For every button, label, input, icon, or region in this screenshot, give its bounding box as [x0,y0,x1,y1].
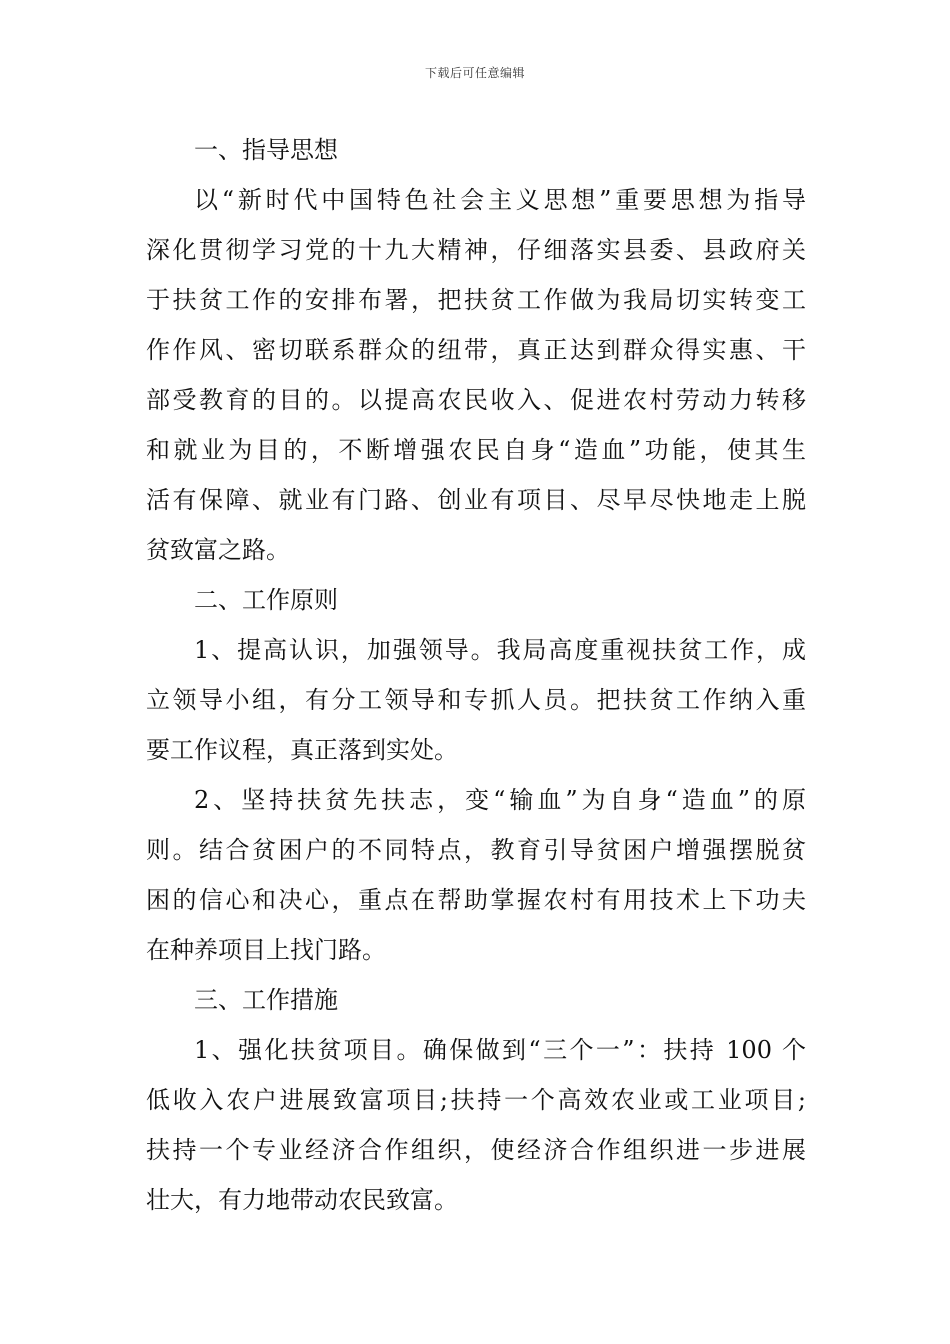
text-line: 部受教育的目的。以提高农民收入、促进农村劳动力转移 [146,386,806,414]
text-line: 低收入农户进展致富项目;扶持一个高效农业或工业项目; [146,1086,806,1114]
text-line: 壮大，有力地带动农民致富。 [146,1186,458,1214]
text-line: 于扶贫工作的安排布署，把扶贫工作做为我局切实转变工 [146,286,806,314]
text-line: 一、指导思想 [194,136,338,164]
text-line: 以“新时代中国特色社会主义思想”重要思想为指导 [194,186,806,214]
text-line: 三、工作措施 [194,986,338,1014]
text-line: 2、坚持扶贫先扶志，变“输血”为自身“造血”的原 [194,786,806,814]
document-body [146,125,806,1225]
text-line: 1、强化扶贫项目。确保做到“三个一”：扶持 100 个 [194,1036,806,1064]
text-line: 1、提高认识，加强领导。我局高度重视扶贫工作，成 [194,636,806,664]
text-line: 二、工作原则 [194,586,338,614]
text-line: 困的信心和决心，重点在帮助掌握农村有用技术上下功夫 [146,886,806,914]
text-line: 贫致富之路。 [146,536,290,564]
text-line: 扶持一个专业经济合作组织，使经济合作组织进一步进展 [146,1136,806,1164]
text-line: 则。结合贫困户的不同特点，教育引导贫困户增强摆脱贫 [146,836,806,864]
text-line: 和就业为目的，不断增强农民自身“造血”功能，使其生 [146,436,806,464]
text-line: 作作风、密切联系群众的纽带，真正达到群众得实惠、干 [146,336,806,364]
text-line: 要工作议程，真正落到实处。 [146,736,458,764]
text-line: 在种养项目上找门路。 [146,936,386,964]
text-line: 活有保障、就业有门路、创业有项目、尽早尽快地走上脱 [146,486,806,514]
text-line: 深化贯彻学习党的十九大精神，仔细落实县委、县政府关 [146,236,806,264]
text-line: 立领导小组，有分工领导和专抓人员。把扶贫工作纳入重 [146,686,806,714]
page-header: 下载后可任意编辑 [424,66,525,80]
